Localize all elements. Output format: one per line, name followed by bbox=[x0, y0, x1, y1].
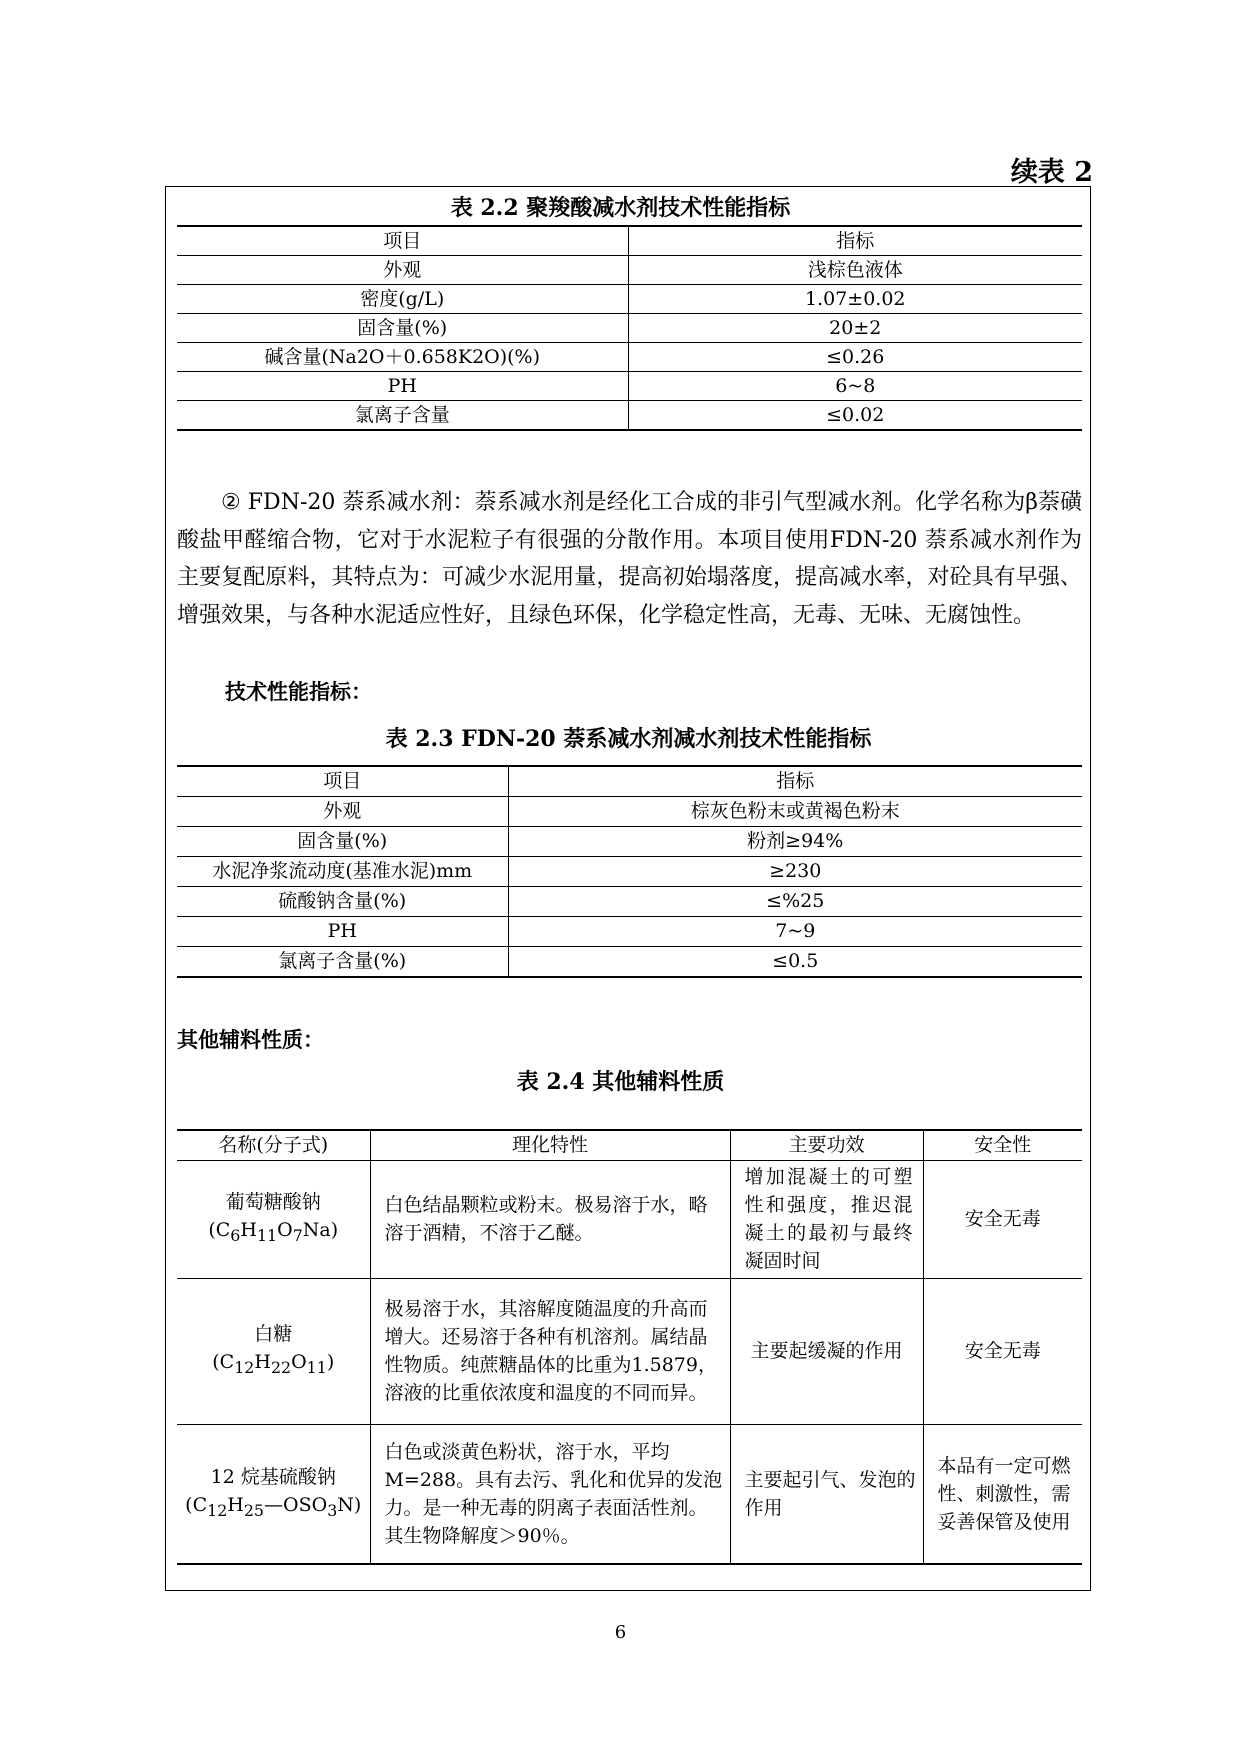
value-cell: 1.07±0.02 bbox=[628, 285, 1082, 314]
value-cell: ≤%25 bbox=[508, 887, 1082, 917]
material-name: 葡萄糖酸钠 bbox=[225, 1191, 321, 1214]
table-row bbox=[177, 1424, 1082, 1564]
safety-cell: 安全无毒 bbox=[923, 1278, 1082, 1424]
properties-cell: 极易溶于水，其溶解度随温度的升高而增大。还易溶于各种有机溶剂。属结晶性物质。纯蔗糖晶体的比重为1.5879，溶液的比重依浓度和温度的不同而异。 bbox=[370, 1278, 730, 1424]
item-cell: 外观 bbox=[177, 797, 508, 827]
item-cell: 外观 bbox=[177, 256, 628, 285]
value-cell: ≥230 bbox=[508, 857, 1082, 887]
item-cell: 固含量(%) bbox=[177, 314, 628, 343]
value-cell: 6~8 bbox=[628, 372, 1082, 401]
table-2-2-title: 表 2.2 聚羧酸减水剂技术性能指标 bbox=[450, 195, 791, 221]
table-header-row bbox=[177, 766, 1082, 797]
header-cell: 名称(分子式) bbox=[177, 1130, 370, 1160]
properties-cell: 白色结晶颗粒或粉末。极易溶于水，略溶于酒精，不溶于乙醚。 bbox=[370, 1160, 730, 1278]
other-materials-subheading: 其他辅料性质： bbox=[177, 1027, 324, 1052]
material-name-cell bbox=[177, 1278, 370, 1424]
table-row bbox=[177, 887, 1082, 917]
safety-cell: 安全无毒 bbox=[923, 1160, 1082, 1278]
material-name-cell bbox=[177, 1160, 370, 1278]
item-cell: 氯离子含量(%) bbox=[177, 947, 508, 978]
value-cell: ≤0.26 bbox=[628, 343, 1082, 372]
table-row bbox=[177, 827, 1082, 857]
material-name: 12 烷基硫酸钠 bbox=[210, 1465, 336, 1488]
effect-cell: 主要起缓凝的作用 bbox=[730, 1278, 923, 1424]
item-cell: 固含量(%) bbox=[177, 827, 508, 857]
value-cell: 7~9 bbox=[508, 917, 1082, 947]
item-cell: 水泥净浆流动度(基准水泥)mm bbox=[177, 857, 508, 887]
table-row bbox=[177, 285, 1082, 314]
effect-cell: 增加混凝土的可塑性和强度，推迟混凝土的最初与最终凝固时间 bbox=[730, 1160, 923, 1278]
material-name-cell bbox=[177, 1424, 370, 1564]
header-cell: 主要功效 bbox=[730, 1130, 923, 1160]
table-row bbox=[177, 256, 1082, 285]
table-row bbox=[177, 797, 1082, 827]
paragraph-text: ② FDN-20 萘系减水剂：萘系减水剂是经化工合成的非引气型减水剂。化学名称为β萘磺酸盐甲醛缩合物，它对于水泥粒子有很强的分散作用。本项目使用FDN-20 萘系减水剂作为主要复配原料，其特点为：可减少水泥用量，提高初始塌落度，提高减水率，对砼具有早强、增强效果，与各种水泥适应性好，且绿色环保，化学稳定性高，无毒、无味、无腐蚀性。 bbox=[177, 490, 1082, 628]
table-2-3-title: 表 2.3 FDN-20 萘系减水剂减水剂技术性能指标 bbox=[385, 726, 872, 752]
table-header-row bbox=[177, 226, 1082, 256]
effect-cell: 主要起引气、发泡的作用 bbox=[730, 1424, 923, 1564]
value-cell: 粉剂≥94% bbox=[508, 827, 1082, 857]
item-cell: 硫酸钠含量(%) bbox=[177, 887, 508, 917]
body-paragraph bbox=[177, 484, 1082, 634]
material-formula: $(C_{12}H_{22}O_{11})$ bbox=[212, 1351, 335, 1377]
table-row bbox=[177, 343, 1082, 372]
item-cell: 碱含量(Na2O＋0.658K2O)(%) bbox=[177, 343, 628, 372]
safety-cell: 本品有一定可燃性、刺激性，需妥善保管及使用 bbox=[937, 1454, 1071, 1533]
header-cell: 安全性 bbox=[923, 1130, 1082, 1160]
item-cell: PH bbox=[177, 372, 628, 401]
header-cell: 项目 bbox=[177, 226, 628, 256]
table-row bbox=[177, 917, 1082, 947]
value-cell: ≤0.02 bbox=[826, 404, 885, 426]
item-cell: 氯离子含量 bbox=[177, 401, 628, 431]
table-row bbox=[177, 857, 1082, 887]
value-cell: 20±2 bbox=[628, 314, 1082, 343]
table-row bbox=[177, 1160, 1082, 1278]
table-row bbox=[177, 1278, 1082, 1424]
value-cell: 棕灰色粉末或黄褐色粉末 bbox=[508, 797, 1082, 827]
header-cell: 理化特性 bbox=[370, 1130, 730, 1160]
tech-spec-subheading: 技术性能指标： bbox=[225, 679, 372, 704]
page-number: 6 bbox=[614, 1622, 627, 1643]
header-cell: 项目 bbox=[177, 766, 508, 797]
continued-label: 续表 2 bbox=[1010, 157, 1093, 188]
table-2-3 bbox=[177, 765, 1082, 978]
value-cell: 浅棕色液体 bbox=[628, 256, 1082, 285]
header-cell: 指标 bbox=[508, 766, 1082, 797]
material-name: 白糖 bbox=[254, 1323, 293, 1346]
material-formula: $(C_{12}H_{25}—OSO_3N)$ bbox=[185, 1493, 362, 1520]
properties-cell: 白色或淡黄色粉状，溶于水，平均M=288。具有去污、乳化和优异的发泡力。是一种无毒的阴离子表面活性剂。其生物降解度＞90％。 bbox=[370, 1424, 730, 1564]
table-2-4-title: 表 2.4 其他辅料性质 bbox=[516, 1069, 725, 1095]
item-cell: 密度(g/L) bbox=[177, 285, 628, 314]
table-row bbox=[177, 947, 1082, 978]
table-2-2 bbox=[177, 225, 1082, 431]
value-cell: ≤0.5 bbox=[772, 950, 819, 972]
material-formula: $(C_6H_{11}O_7Na)$ bbox=[208, 1219, 339, 1245]
table-header-row bbox=[177, 1130, 1082, 1160]
header-cell: 指标 bbox=[628, 226, 1082, 256]
item-cell: PH bbox=[177, 917, 508, 947]
table-2-4 bbox=[177, 1129, 1082, 1565]
table-row bbox=[177, 372, 1082, 401]
table-row bbox=[177, 314, 1082, 343]
table-row bbox=[177, 401, 1082, 431]
